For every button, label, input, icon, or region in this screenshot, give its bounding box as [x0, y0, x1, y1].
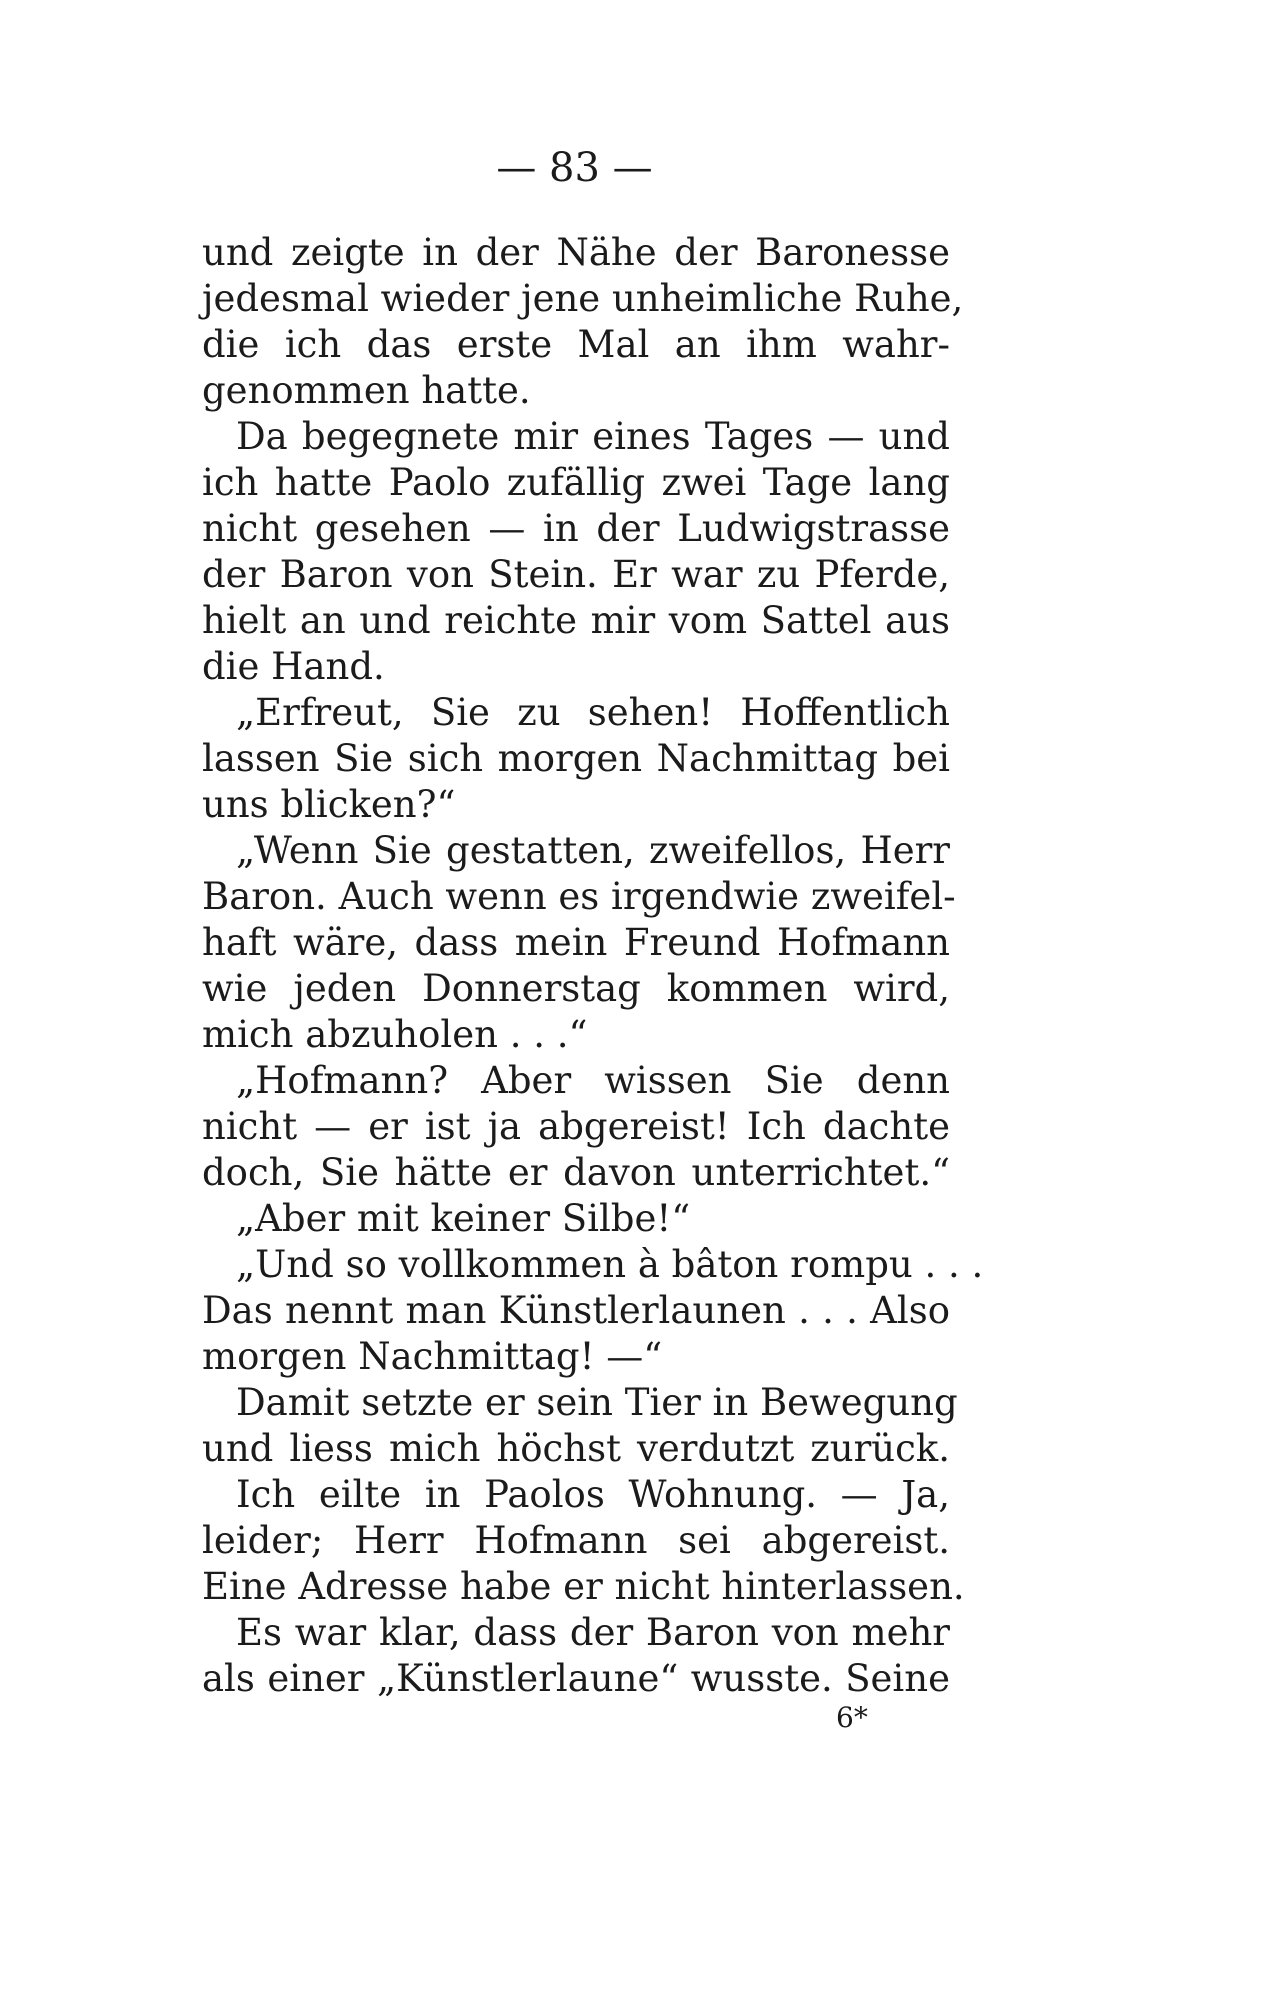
- text-line: „Hofmann? Aber wissen Sie denn: [236, 1059, 950, 1102]
- text-line: Baron. Auch wenn es irgendwie zweifel-: [202, 875, 956, 918]
- text-line: und liess mich höchst verdutzt zurück.: [202, 1427, 950, 1470]
- text-line: Da begegnete mir eines Tages — und: [236, 415, 950, 458]
- text-line: genommen hatte.: [202, 369, 531, 412]
- text-line: haft wäre, dass mein Freund Hofmann: [202, 921, 950, 964]
- text-line: die ich das erste Mal an ihm wahr-: [202, 323, 950, 366]
- text-line: Es war klar, dass der Baron von mehr: [236, 1611, 950, 1654]
- text-line: mich abzuholen . . .“: [202, 1013, 588, 1056]
- text-line: der Baron von Stein. Er war zu Pferde,: [202, 553, 950, 596]
- text-line: nicht — er ist ja abgereist! Ich dachte: [202, 1105, 950, 1148]
- text-line: „Aber mit keiner Silbe!“: [236, 1197, 691, 1240]
- text-line: und zeigte in der Nähe der Baronesse: [202, 231, 950, 274]
- text-line: uns blicken?“: [202, 783, 456, 826]
- body-text: [202, 230, 984, 1702]
- text-line: als einer „Künstlerlaune“ wusste. Seine: [202, 1657, 950, 1700]
- text-line: „Erfreut, Sie zu sehen! Hoffentlich: [236, 691, 950, 734]
- text-line: „Wenn Sie gestatten, zweifellos, Herr: [236, 829, 950, 872]
- text-line: morgen Nachmittag! —“: [202, 1335, 663, 1378]
- text-line: jedesmal wieder jene unheimliche Ruhe,: [202, 277, 964, 320]
- text-line: die Hand.: [202, 645, 385, 688]
- text-line: Damit setzte er sein Tier in Bewegung: [236, 1381, 958, 1424]
- text-line: Eine Adresse habe er nicht hinterlassen.: [202, 1565, 965, 1608]
- text-line: ich hatte Paolo zufällig zwei Tage lang: [202, 461, 950, 504]
- text-line: doch, Sie hätte er davon unterrichtet.“: [202, 1151, 950, 1194]
- signature-mark: 6*: [836, 1701, 868, 1734]
- text-line: wie jeden Donnerstag kommen wird,: [202, 967, 950, 1010]
- text-line: hielt an und reichte mir vom Sattel aus: [202, 599, 950, 642]
- text-line: lassen Sie sich morgen Nachmittag bei: [202, 737, 950, 780]
- page-number: — 83 —: [496, 145, 653, 191]
- text-line: Ich eilte in Paolos Wohnung. — Ja,: [236, 1473, 950, 1516]
- text-line: leider; Herr Hofmann sei abgereist.: [202, 1519, 950, 1562]
- text-line: Das nennt man Künstlerlaunen . . . Also: [202, 1289, 950, 1332]
- text-line: „Und so vollkommen à bâton rompu . . .: [236, 1243, 984, 1286]
- text-line: nicht gesehen — in der Ludwigstrasse: [202, 507, 950, 550]
